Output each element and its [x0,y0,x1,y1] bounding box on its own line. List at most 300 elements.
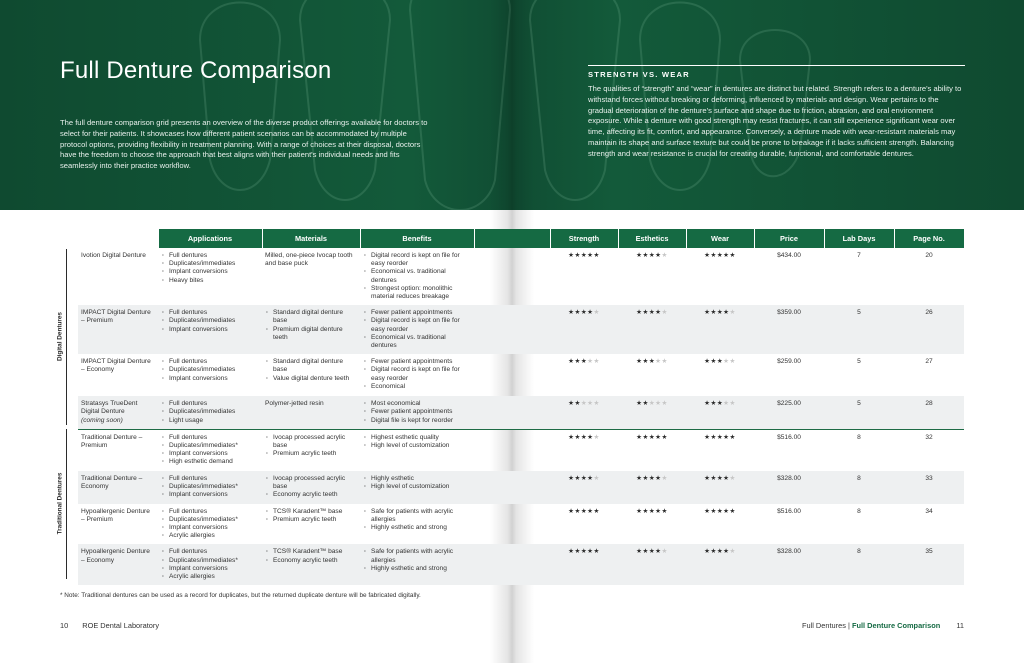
star-filled-icon: ★ [580,507,588,515]
lab-days-cell: 7 [857,252,861,259]
list-item: · Standard digital denture base [265,358,357,374]
list-item: · Duplicates/immediates [161,260,259,268]
wear-rating [686,305,754,354]
current-section: Full Denture Comparison [851,621,941,630]
list-item: · Premium digital denture teeth [265,326,357,342]
list-item: · Implant conversions [161,565,259,573]
header-lab-days: Lab Days [824,229,894,248]
star-filled-icon: ★ [655,507,662,515]
star-filled-icon: ★ [716,358,724,366]
list-item: · Implant conversions [161,450,259,458]
list-item: · Highly esthetic [363,475,471,483]
star-empty-icon: ★ [723,400,730,408]
star-filled-icon: ★ [716,433,724,441]
right-page-number: 11 [956,621,964,630]
list-item: · Economical vs. traditional dentures [363,268,471,284]
applications-cell [158,504,262,545]
list-item: · Fewer patient appointments [363,358,471,366]
list-item: · Duplicates/immediates [161,408,259,416]
materials-cell [262,471,360,504]
star-filled-icon: ★ [704,474,711,482]
footer-left [60,621,173,630]
list-item: · Safe for patients with acrylic allergies [363,508,471,524]
star-filled-icon: ★ [636,400,643,408]
strength-vs-wear-body: The qualities of “strength” and “wear” in dentures are distinct but related. Strength refers to a denture's ability to withstand forces without breaking or deforming, influenced by materials and design. Wear pertains to the gradual deterioration of the denture's surface and shape due to friction, abrasion, and oral environment exposure. While a denture with good strength may resist fractures, it can still experience significant wear over time, affecting its fit, comfort, and appearance. Conversely, a denture made with wear-resistant materials may maintain its shape and surface texture but could be prone to breakage if it lacks sufficient strength. Balancing strength and wear resistance is crucial for creating durable, functional, and comfortable dentures. [588,84,962,158]
star-filled-icon: ★ [710,507,717,515]
list-item: · Strongest option: monolithic material reduces breakage [363,285,471,301]
star-filled-icon: ★ [648,309,656,317]
star-filled-icon: ★ [642,358,649,366]
price-cell: $516.00 [777,507,801,515]
star-filled-icon: ★ [729,252,736,259]
star-empty-icon: ★ [655,358,662,366]
star-filled-icon: ★ [636,474,643,482]
product-name: Traditional Denture – Premium [78,429,158,470]
star-filled-icon: ★ [580,309,588,317]
list-item: · High level of customization [363,442,471,450]
list-item: · Acrylic allergies [161,573,259,581]
lab-days-cell: 8 [824,429,894,470]
star-empty-icon: ★ [587,400,594,408]
list-item: · Economy acrylic teeth [265,491,357,499]
list-item: · Light usage [161,417,259,425]
list-item: · Implant conversions [161,268,259,276]
star-filled-icon: ★ [568,358,575,366]
list-item: · Highest esthetic quality [363,434,471,442]
star-filled-icon: ★ [636,507,643,515]
list-item: · Most economical [363,400,471,408]
star-filled-icon: ★ [723,548,730,556]
list-item: · Full dentures [161,475,259,483]
esthetics-rating [618,248,686,305]
strength-rating [550,305,618,354]
star-empty-icon: ★ [655,400,662,408]
benefits-cell [360,354,474,396]
blank-cell [474,429,550,470]
star-filled-icon: ★ [568,400,575,408]
list-item: · Full dentures [161,548,259,556]
list-item: · Economical [363,383,471,391]
header-benefits: Benefits [360,229,474,248]
star-filled-icon: ★ [636,548,643,556]
star-filled-icon: ★ [655,474,662,482]
wear-rating [686,429,754,470]
list-item: · Economical vs. traditional dentures [363,334,471,350]
page-no-cell: 26 [894,305,964,354]
star-rating-icon [636,252,668,259]
star-rating-icon [568,309,600,316]
list-item: · Value digital denture teeth [265,375,357,383]
page-no-cell: 34 [925,507,933,515]
star-filled-icon: ★ [710,309,717,317]
lab-days-cell: 5 [857,358,861,366]
page-title: Full Denture Comparison [60,57,332,84]
lab-days-cell: 8 [857,507,861,515]
list-item: · Duplicates/immediates* [161,442,259,450]
star-filled-icon: ★ [587,474,594,482]
star-filled-icon: ★ [723,474,730,482]
star-filled-icon: ★ [580,358,588,366]
list-item: · Economy acrylic teeth [265,557,357,565]
list-item: · TCS® Karadent™ base [265,508,357,516]
heading-rule [588,65,965,66]
star-empty-icon: ★ [593,358,600,366]
esthetics-rating [618,305,686,354]
coming-soon-note: (coming soon) [81,416,123,424]
product-name: IMPACT Digital Denture – Premium [78,305,158,354]
star-filled-icon: ★ [574,358,581,366]
footer-divider: | [847,621,850,630]
star-filled-icon: ★ [587,433,594,441]
list-item: · Digital record is kept on file for easy reorder [363,366,471,382]
esthetics-rating [618,544,686,585]
star-filled-icon: ★ [568,474,575,482]
page-no-cell: 35 [894,544,964,585]
star-rating-icon [704,400,736,407]
group-label-traditional: Traditional Dentures [56,472,64,535]
star-filled-icon: ★ [642,548,649,556]
star-filled-icon: ★ [655,252,662,259]
table-row [78,248,964,305]
star-empty-icon: ★ [729,309,736,317]
star-filled-icon: ★ [723,252,730,259]
star-filled-icon: ★ [593,507,600,515]
star-filled-icon: ★ [587,252,594,259]
star-filled-icon: ★ [661,507,668,515]
list-item: · High level of customization [363,483,471,491]
star-filled-icon: ★ [636,309,643,317]
star-filled-icon: ★ [568,252,575,259]
list-item: · Implant conversions [161,524,259,532]
star-filled-icon: ★ [580,433,588,441]
star-filled-icon: ★ [710,548,717,556]
star-empty-icon: ★ [648,400,656,408]
star-filled-icon: ★ [655,548,662,556]
star-filled-icon: ★ [648,433,656,441]
star-filled-icon: ★ [642,507,649,515]
star-filled-icon: ★ [716,309,724,317]
star-filled-icon: ★ [642,474,649,482]
header-blank [474,229,550,248]
materials-cell [262,544,360,585]
page-no-cell: 27 [925,358,933,366]
wear-rating [686,471,754,504]
star-filled-icon: ★ [704,252,711,259]
lab-days-cell: 5 [824,396,894,429]
esthetics-rating [618,471,686,504]
applications-cell [158,429,262,470]
star-rating-icon [568,252,600,259]
product-cell [78,396,158,429]
list-item: · Standard digital denture base [265,309,357,325]
table-row [78,305,964,354]
star-filled-icon: ★ [704,309,711,317]
list-item: · Premium acrylic teeth [265,450,357,458]
applications-cell [158,471,262,504]
blank-cell [474,504,550,545]
table-row [78,504,964,545]
strength-rating [550,396,618,429]
star-filled-icon: ★ [574,309,581,317]
materials-cell [262,504,360,545]
star-filled-icon: ★ [580,474,588,482]
star-filled-icon: ★ [587,309,594,317]
star-filled-icon: ★ [716,507,724,515]
price-cell: $359.00 [754,305,824,354]
list-item: · Implant conversions [161,375,259,383]
star-filled-icon: ★ [568,433,575,441]
price-cell: $328.00 [754,471,824,504]
star-empty-icon: ★ [661,400,668,408]
star-filled-icon: ★ [587,548,594,556]
price-cell: $516.00 [754,429,824,470]
list-item: · Digital record is kept on file for easy reorder [363,252,471,268]
star-filled-icon: ★ [655,433,662,441]
star-empty-icon: ★ [729,474,736,482]
star-filled-icon: ★ [574,507,581,515]
strength-rating [550,504,618,545]
star-empty-icon: ★ [593,309,600,317]
star-filled-icon: ★ [661,433,668,441]
list-item: · Full dentures [161,358,259,366]
star-rating-icon [636,508,668,515]
star-empty-icon: ★ [593,400,600,408]
star-filled-icon: ★ [655,309,662,317]
star-filled-icon: ★ [642,309,649,317]
strength-rating [550,429,618,470]
star-filled-icon: ★ [710,400,717,408]
esthetics-rating [618,354,686,396]
strength-vs-wear-heading: STRENGTH VS. WEAR [588,70,690,79]
star-filled-icon: ★ [648,474,656,482]
star-empty-icon: ★ [723,358,730,366]
list-item: · Full dentures [161,252,259,260]
star-empty-icon: ★ [661,309,668,317]
star-filled-icon: ★ [704,507,711,515]
blank-cell [474,305,550,354]
list-item: · TCS® Karadent™ base [265,548,357,556]
star-filled-icon: ★ [723,433,730,441]
table-row [78,354,964,396]
benefits-cell [360,504,474,545]
star-filled-icon: ★ [574,252,581,259]
star-rating-icon [636,400,668,407]
list-item: · Duplicates/immediates* [161,483,259,491]
star-filled-icon: ★ [704,433,711,441]
star-rating-icon [636,358,668,365]
star-empty-icon: ★ [661,358,668,366]
star-filled-icon: ★ [648,507,656,515]
list-item: · Full dentures [161,434,259,442]
price-cell: $328.00 [754,544,824,585]
star-rating-icon [704,434,736,441]
star-filled-icon: ★ [729,507,736,515]
star-filled-icon: ★ [580,252,588,259]
list-item: · Duplicates/immediates* [161,516,259,524]
price-cell: $434.00 [777,252,801,259]
materials-cell: Milled, one-piece Ivocap tooth and base puck [265,252,353,268]
benefits-cell [360,248,474,305]
list-item: · Duplicates/immediates [161,317,259,325]
star-filled-icon: ★ [636,252,643,259]
strength-rating [550,544,618,585]
benefits-cell [360,396,474,429]
benefits-cell [360,429,474,470]
header-strength: Strength [550,229,618,248]
star-filled-icon: ★ [642,433,649,441]
star-filled-icon: ★ [568,548,575,556]
star-filled-icon: ★ [704,400,711,408]
table-row [78,471,964,504]
star-filled-icon: ★ [723,309,730,317]
product-name: Stratasys TrueDent Digital Denture [81,400,138,416]
page-no-cell: 33 [894,471,964,504]
applications-cell [158,305,262,354]
lab-name: ROE Dental Laboratory [82,621,160,630]
star-filled-icon: ★ [593,252,600,259]
star-filled-icon: ★ [710,433,717,441]
list-item: · Duplicates/immediates* [161,557,259,565]
list-item: · Heavy bites [161,277,259,285]
list-item: · Full dentures [161,309,259,317]
star-filled-icon: ★ [648,252,656,259]
applications-cell [158,248,262,305]
star-empty-icon: ★ [729,358,736,366]
wear-rating [686,248,754,305]
header-product [78,229,158,248]
star-filled-icon: ★ [716,400,724,408]
star-empty-icon: ★ [661,474,668,482]
star-rating-icon [704,309,736,316]
star-empty-icon: ★ [661,252,668,259]
star-filled-icon: ★ [642,252,649,259]
star-empty-icon: ★ [587,358,594,366]
blank-cell [474,471,550,504]
footnote: * Note: Traditional dentures can be used as a record for duplicates, but the returned duplicate denture will be fabricated digitally. [60,592,421,599]
star-empty-icon: ★ [593,433,600,441]
lab-days-cell: 8 [824,544,894,585]
esthetics-rating [618,429,686,470]
star-empty-icon: ★ [580,400,588,408]
strength-rating [550,248,618,305]
star-rating-icon [568,548,600,555]
materials-cell: Polymer-jetted resin [262,396,360,429]
price-cell: $259.00 [777,358,801,366]
star-filled-icon: ★ [648,358,656,366]
star-empty-icon: ★ [593,474,600,482]
star-rating-icon [568,508,600,515]
star-rating-icon [636,475,668,482]
page-no-cell: 20 [925,252,933,259]
page-no-cell: 32 [894,429,964,470]
list-item: · Implant conversions [161,326,259,334]
star-filled-icon: ★ [710,252,717,259]
star-rating-icon [568,400,600,407]
list-item: · High esthetic demand [161,458,259,466]
star-rating-icon [636,309,668,316]
table-row [78,396,964,429]
blank-cell [474,354,550,396]
wear-rating [686,396,754,429]
materials-cell [262,429,360,470]
footer-right [802,621,964,630]
star-rating-icon [704,475,736,482]
esthetics-rating [618,504,686,545]
list-item: · Highly esthetic and strong [363,565,471,573]
star-filled-icon: ★ [593,548,600,556]
header-page-no: Page No. [894,229,964,248]
star-rating-icon [636,548,668,555]
header-materials: Materials [262,229,360,248]
star-rating-icon [704,252,736,259]
star-filled-icon: ★ [723,507,730,515]
star-filled-icon: ★ [710,358,717,366]
lab-days-cell: 8 [824,471,894,504]
star-filled-icon: ★ [636,358,643,366]
list-item: · Fewer patient appointments [363,309,471,317]
star-empty-icon: ★ [729,400,736,408]
strength-rating [550,471,618,504]
star-filled-icon: ★ [729,433,736,441]
list-item: · Safe for patients with acrylic allergies [363,548,471,564]
star-rating-icon [704,548,736,555]
product-name: IMPACT Digital Denture – Economy [81,358,151,374]
product-name: Traditional Denture – Economy [78,471,158,504]
list-item: · Ivocap processed acrylic base [265,434,357,450]
list-item: · Full dentures [161,400,259,408]
star-filled-icon: ★ [568,309,575,317]
strength-rating [550,354,618,396]
star-filled-icon: ★ [648,548,656,556]
blank-cell [474,396,550,429]
comparison-table [78,229,965,585]
table-header-row [78,229,964,248]
star-filled-icon: ★ [642,400,649,408]
section-name: Full Dentures [801,621,846,630]
blank-cell [474,248,550,305]
applications-cell [158,544,262,585]
list-item: · Acrylic allergies [161,532,259,540]
lab-days-cell: 5 [824,305,894,354]
product-name: Hypoallergenic Denture – Economy [78,544,158,585]
table-row [78,544,964,585]
star-rating-icon [704,358,736,365]
star-filled-icon: ★ [574,548,581,556]
blank-cell [474,544,550,585]
star-rating-icon [568,434,600,441]
left-page-number: 10 [60,621,69,630]
wear-rating [686,544,754,585]
wear-rating [686,354,754,396]
star-rating-icon [568,358,600,365]
star-rating-icon [568,475,600,482]
price-cell: $225.00 [754,396,824,429]
header-esthetics: Esthetics [618,229,686,248]
star-filled-icon: ★ [716,548,724,556]
product-name: Hypoallergenic Denture – Premium [81,507,150,523]
applications-cell [158,396,262,429]
star-filled-icon: ★ [574,474,581,482]
star-rating-icon [704,508,736,515]
star-filled-icon: ★ [574,400,581,408]
star-filled-icon: ★ [574,433,581,441]
list-item: · Fewer patient appointments [363,408,471,416]
header-wear: Wear [686,229,754,248]
list-item: · Highly esthetic and strong [363,524,471,532]
star-filled-icon: ★ [704,548,711,556]
star-rating-icon [636,434,668,441]
benefits-cell [360,471,474,504]
